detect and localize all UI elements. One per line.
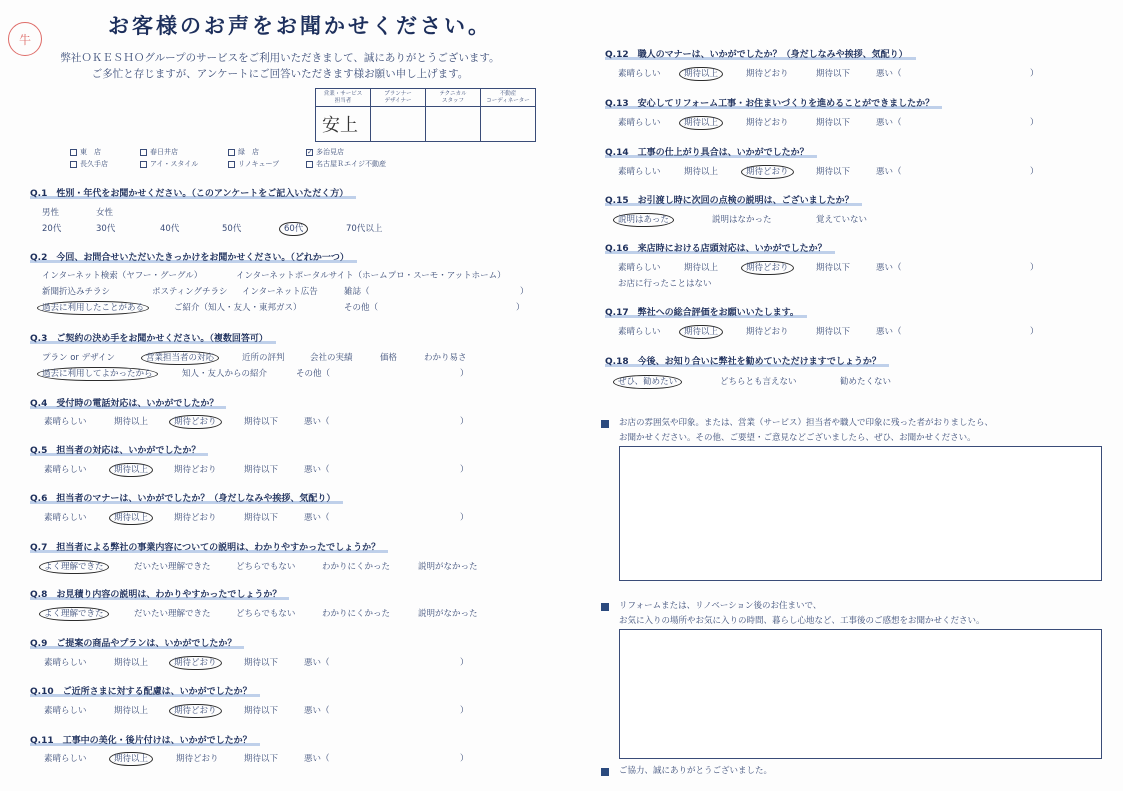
staff-cell-planner[interactable]: [371, 107, 426, 142]
q12-above[interactable]: [684, 67, 718, 79]
q2-past-user[interactable]: [42, 301, 144, 313]
question-12: Q.12 職人のマナーは、いかがでしたか？（身だしなみや挨拶、気配り）: [605, 47, 916, 60]
answer-circle: 60代: [279, 222, 308, 236]
q5-bad[interactable]: 悪い（: [304, 465, 330, 475]
q1-age-30s[interactable]: 30代: [96, 224, 116, 234]
q3-plan-design[interactable]: プラン or デザイン: [42, 353, 116, 363]
question-3: Q.3 ご契約の決め手をお聞かせください。（複数回答可）: [30, 331, 276, 344]
q1-age-40s[interactable]: 40代: [160, 224, 180, 234]
answer-circle: 説明はあった: [613, 213, 674, 227]
q5-above[interactable]: [114, 463, 148, 475]
q4-excellent[interactable]: 素晴らしい: [44, 417, 87, 427]
q10-above[interactable]: 期待以上: [114, 706, 149, 716]
q14-excellent[interactable]: 素晴らしい: [618, 167, 661, 177]
answer-circle: 過去に利用したことがある: [37, 301, 149, 315]
q7-no-explanation[interactable]: 説明がなかった: [418, 562, 478, 572]
question-14: Q.14 工事の仕上がり具合は、いかがでしたか？: [605, 145, 817, 158]
q14-bad[interactable]: 悪い（: [876, 167, 902, 177]
bullet-square-icon: [601, 603, 609, 611]
staff-handwritten-name[interactable]: 安上: [316, 107, 371, 142]
q1-age-70s[interactable]: 70代以上: [346, 224, 383, 234]
q9-as-expected[interactable]: [174, 656, 217, 668]
q8-no-explanation[interactable]: 説明がなかった: [418, 609, 478, 619]
question-9: Q.9 ご提案の商品やプランは、いかがでしたか？: [30, 636, 244, 649]
q7-hard[interactable]: わかりにくかった: [322, 562, 391, 572]
answer-circle: 期待以上: [679, 116, 723, 130]
q9-bad-close: ）: [460, 658, 469, 668]
q12-excellent[interactable]: 素晴らしい: [618, 69, 661, 79]
q9-above[interactable]: 期待以上: [114, 658, 149, 668]
q6-as-expected[interactable]: 期待どおり: [174, 513, 217, 523]
checkbox[interactable]: [140, 161, 147, 168]
q2-magazine[interactable]: 雑誌（: [344, 287, 370, 297]
question-15: Q.15 お引渡し時に次回の点検の説明は、ございましたか？: [605, 193, 862, 206]
q5-excellent[interactable]: 素晴らしい: [44, 465, 87, 475]
q2-newspaper[interactable]: 新聞折込みチラシ: [42, 287, 111, 297]
q16-bad-close: ）: [1030, 263, 1039, 273]
q3-clarity[interactable]: わかり易さ: [424, 353, 467, 363]
comment-2-box[interactable]: [619, 629, 1102, 759]
q3-track-record[interactable]: 会社の実績: [310, 353, 353, 363]
q13-as-expected[interactable]: 期待どおり: [746, 118, 789, 128]
question-8: Q.8 お見積り内容の説明は、わかりやすかったでしょうか？: [30, 587, 289, 600]
q7-mostly-understood[interactable]: だいたい理解できた: [134, 562, 211, 572]
q2-posting[interactable]: ポスティングチラシ: [152, 287, 228, 297]
q14-above[interactable]: 期待以上: [684, 167, 719, 177]
q4-bad[interactable]: 悪い（: [304, 417, 330, 427]
checkbox[interactable]: [306, 161, 313, 168]
q11-below[interactable]: 期待以下: [244, 754, 279, 764]
q9-below[interactable]: 期待以下: [244, 658, 279, 668]
bullet-square-icon: [601, 768, 609, 776]
q12-bad-close: ）: [1030, 69, 1039, 79]
staff-col-planner: プランナー デザイナー: [371, 89, 426, 107]
q2-other-close: ）: [516, 303, 525, 313]
q17-below[interactable]: 期待以下: [816, 327, 851, 337]
q2-web-ad[interactable]: インターネット広告: [242, 287, 318, 297]
bullet-square-icon: [601, 420, 609, 428]
branch-istyle[interactable]: アイ・スタイル: [140, 159, 198, 169]
answer-circle: 期待どおり: [741, 261, 794, 275]
q4-bad-close: ）: [460, 417, 469, 427]
thanks-text: ご協力、誠にありがとうございました。: [619, 766, 773, 776]
q10-below[interactable]: 期待以下: [244, 706, 279, 716]
staff-table: [315, 88, 536, 142]
q16-as-expected[interactable]: [746, 261, 789, 273]
answer-circle: 期待どおり: [169, 656, 222, 670]
q3-other-close: ）: [460, 369, 469, 379]
q4-above[interactable]: 期待以上: [114, 417, 149, 427]
q5-bad-close: ）: [460, 465, 469, 475]
q18-neutral[interactable]: どちらとも言えない: [720, 377, 797, 387]
page-title: お客様のお声をお聞かせください。: [108, 14, 492, 38]
question-17: Q.17 弊社への総合評価をお願いいたします。: [605, 305, 807, 318]
answer-circle: 期待どおり: [169, 415, 222, 429]
q13-above[interactable]: [684, 116, 718, 128]
q7-neither[interactable]: どちらでもない: [236, 562, 296, 572]
q18-recommend[interactable]: [618, 375, 677, 387]
q11-above[interactable]: [114, 752, 148, 764]
q8-hard[interactable]: わかりにくかった: [322, 609, 391, 619]
q1-age-50s[interactable]: 50代: [222, 224, 242, 234]
q6-bad[interactable]: 悪い（: [304, 513, 330, 523]
q16-above[interactable]: 期待以上: [684, 263, 719, 273]
q3-friend-referral[interactable]: 知人・友人からの紹介: [182, 369, 268, 379]
q10-bad-close: ）: [460, 706, 469, 716]
question-10: Q.10 ご近所さまに対する配慮は、いかがでしたか？: [30, 684, 260, 697]
answer-circle: 期待以上: [109, 463, 153, 477]
branch-nagakute[interactable]: 長久手店: [70, 159, 108, 169]
comment-1-box[interactable]: [619, 446, 1102, 581]
checkbox[interactable]: [70, 149, 77, 156]
staff-col-sales: 営業・サービス 担当者: [316, 89, 371, 107]
q1-age-60s[interactable]: [284, 222, 303, 234]
answer-circle: よく理解できた: [39, 560, 109, 574]
q15-dont-remember[interactable]: 覚えていない: [816, 215, 868, 225]
checkbox-checked[interactable]: ✓: [307, 147, 313, 156]
branch-east[interactable]: 東 店: [70, 147, 101, 157]
q10-as-expected[interactable]: [174, 704, 217, 716]
branch-renocube[interactable]: リノキューブ: [228, 159, 279, 169]
answer-circle: 期待どおり: [741, 165, 794, 179]
q11-bad[interactable]: 悪い（: [304, 754, 330, 764]
q1-age-20s[interactable]: 20代: [42, 224, 62, 234]
q11-excellent[interactable]: 素晴らしい: [44, 754, 87, 764]
q15-explained[interactable]: [618, 213, 669, 225]
q3-price[interactable]: 価格: [380, 353, 398, 363]
answer-circle: 期待以上: [109, 752, 153, 766]
staff-cell-technical[interactable]: [426, 107, 481, 142]
q13-excellent[interactable]: 素晴らしい: [618, 118, 661, 128]
q6-bad-close: ）: [460, 513, 469, 523]
q17-excellent[interactable]: 素晴らしい: [618, 327, 661, 337]
q14-bad-close: ）: [1030, 167, 1039, 177]
q12-bad[interactable]: 悪い（: [876, 69, 902, 79]
q12-as-expected[interactable]: 期待どおり: [746, 69, 789, 79]
branch-kasugai[interactable]: 春日井店: [140, 147, 178, 157]
q2-other[interactable]: その他（: [344, 303, 379, 313]
seal-stamp: 牛: [8, 22, 42, 56]
q9-excellent[interactable]: 素晴らしい: [44, 658, 87, 668]
question-4: Q.4 受付時の電話対応は、いかがでしたか？: [30, 396, 226, 409]
q16-excellent[interactable]: 素晴らしい: [618, 263, 661, 273]
answer-circle: 期待以上: [679, 67, 723, 81]
question-5: Q.5 担当者の対応は、いかがでしたか？: [30, 443, 208, 456]
q6-above[interactable]: [114, 511, 148, 523]
q8-mostly-understood[interactable]: だいたい理解できた: [134, 609, 211, 619]
q9-bad[interactable]: 悪い（: [304, 658, 330, 668]
q17-bad-close: ）: [1030, 327, 1039, 337]
branch-nagoya-rage[interactable]: 名古屋Ｒエイジ不動産: [306, 159, 386, 169]
q2-referral[interactable]: ご紹介（知人・友人・東邦ガス）: [174, 303, 302, 313]
q2-magazine-close: ）: [520, 287, 529, 297]
staff-col-technical: テクニカル スタッフ: [426, 89, 481, 107]
q4-below[interactable]: 期待以下: [244, 417, 279, 427]
answer-circle: 期待以上: [109, 511, 153, 525]
q16-below[interactable]: 期待以下: [816, 263, 851, 273]
q16-never-visited[interactable]: お店に行ったことはない: [618, 279, 712, 289]
q7-well-understood[interactable]: [44, 560, 104, 572]
q10-bad[interactable]: 悪い（: [304, 706, 330, 716]
q8-neither[interactable]: どちらでもない: [236, 609, 296, 619]
q8-well-understood[interactable]: [44, 607, 104, 619]
staff-cell-realestate[interactable]: [481, 107, 536, 142]
q14-as-expected[interactable]: [746, 165, 789, 177]
q1-male[interactable]: 男性: [42, 208, 60, 218]
question-1: Q.1 性別・年代をお聞かせください。（このアンケートをご記入いただく方）: [30, 186, 356, 199]
question-18: Q.18 今後、お知り合いに弊社を勧めていただけますでしょうか？: [605, 354, 889, 367]
q3-sales-response[interactable]: [146, 351, 214, 363]
q3-other[interactable]: その他（: [296, 369, 331, 379]
q5-below[interactable]: 期待以下: [244, 465, 279, 475]
q6-excellent[interactable]: 素晴らしい: [44, 513, 87, 523]
q17-above[interactable]: [684, 325, 718, 337]
checkbox[interactable]: [70, 161, 77, 168]
q3-past-good[interactable]: [42, 367, 153, 379]
question-13: Q.13 安心してリフォーム工事・お住まいづくりを進めることができましたか？: [605, 96, 942, 109]
answer-circle: 期待どおり: [169, 704, 222, 718]
q12-below[interactable]: 期待以下: [816, 69, 851, 79]
answer-circle: ぜひ、勧めたい: [613, 375, 682, 389]
answer-circle: よく理解できた: [39, 607, 109, 621]
question-16: Q.16 来店時における店頭対応は、いかがでしたか？: [605, 241, 835, 254]
q10-excellent[interactable]: 素晴らしい: [44, 706, 87, 716]
q13-bad-close: ）: [1030, 118, 1039, 128]
q17-as-expected[interactable]: 期待どおり: [746, 327, 789, 337]
q15-not-explained[interactable]: 説明はなかった: [712, 215, 772, 225]
q2-search[interactable]: インターネット検索（ヤフー・グーグル）: [42, 271, 203, 281]
question-6: Q.6 担当者のマナーは、いかがでしたか？（身だしなみや挨拶、気配り）: [30, 491, 343, 504]
staff-col-realestate: 不動産 コーディネーター: [481, 89, 536, 107]
branch-tajimi[interactable]: ✓ 多治見店: [307, 147, 344, 156]
checkbox[interactable]: [228, 161, 235, 168]
q11-bad-close: ）: [460, 754, 469, 764]
q14-below[interactable]: 期待以下: [816, 167, 851, 177]
branch-midori[interactable]: 緑 店: [228, 147, 259, 157]
checkbox[interactable]: [228, 149, 235, 156]
q16-bad[interactable]: 悪い（: [876, 263, 902, 273]
question-7: Q.7 担当者による弊社の事業内容についての説明は、わかりやすかったでしょうか？: [30, 540, 388, 553]
q11-as-expected[interactable]: 期待どおり: [176, 754, 219, 764]
q17-bad[interactable]: 悪い（: [876, 327, 902, 337]
comment-1-prompt: お店の雰囲気や印象。または、営業（サービス）担当者や職人で印象に残った者がおりましたら、 お聞かせください。その他、ご要望・ご意見などございましたら、ぜひ、お聞かせください。: [619, 418, 994, 443]
intro-text: 弊社ＯＫＥＳＨＯグループのサービスをご利用いただきまして、誠にありがとうございます。 ご多忙と存じますが、アンケートにご回答いただきます様お願い申し上げます。: [60, 52, 500, 80]
q1-female[interactable]: 女性: [96, 208, 114, 218]
q3-reputation[interactable]: 近所の評判: [242, 353, 285, 363]
q6-below[interactable]: 期待以下: [244, 513, 279, 523]
q2-portal[interactable]: インターネットポータルサイト（ホームプロ・スーモ・アットホーム）: [236, 271, 506, 281]
question-11: Q.11 工事中の美化・後片付けは、いかがでしたか？: [30, 733, 260, 746]
q13-bad[interactable]: 悪い（: [876, 118, 902, 128]
answer-circle: 過去に利用してよかったから: [37, 367, 158, 381]
checkbox[interactable]: [140, 149, 147, 156]
q13-below[interactable]: 期待以下: [816, 118, 851, 128]
q4-as-expected[interactable]: [174, 415, 217, 427]
question-2: Q.2 今回、お問合せいただいたきっかけをお聞かせください。（どれか一つ）: [30, 250, 357, 263]
q5-as-expected[interactable]: 期待どおり: [174, 465, 217, 475]
comment-2-prompt: リフォームまたは、リノベーション後のお住まいで、 お気に入りの場所やお気に入りの時間、暮らし心地など、工事後のご感想をお聞かせください。: [619, 601, 985, 626]
q18-not-recommend[interactable]: 勧めたくない: [840, 377, 892, 387]
answer-circle: 期待以上: [679, 325, 723, 339]
answer-circle: 営業担当者の対応: [141, 351, 219, 365]
